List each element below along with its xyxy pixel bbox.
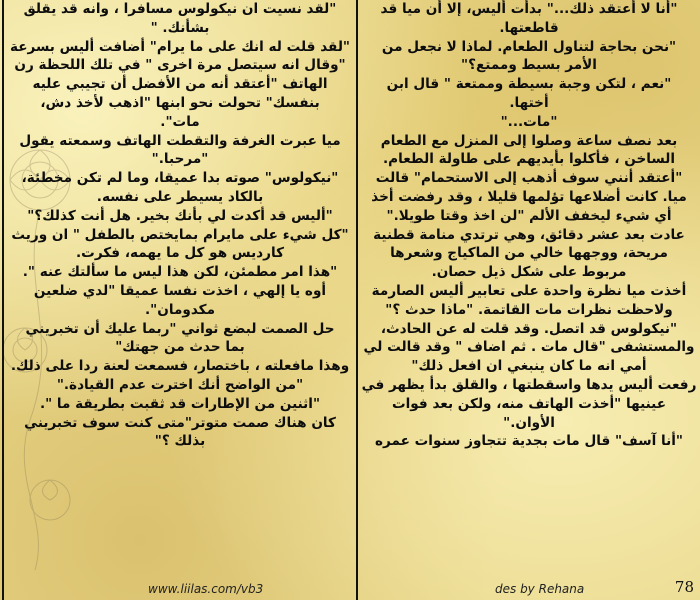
text-line: مكدومان". — [145, 301, 215, 318]
text-line: أوه يا إلهي ، اخذت نفسا عميقا "لدي ضلعين — [33, 282, 327, 299]
text-line: والمستشفى "قال مات . ثم اضاف " وقد قالت لي — [363, 339, 695, 356]
text-line: "نيكولوس" صوته بدا عميقا، وما لم تكن مخطئة، — [21, 170, 339, 187]
text-line: "لقد نسيت ان نيكولوس مسافرا ، وانه قد يقلق — [23, 1, 337, 17]
text-line: "هذا امر مطمئن، لكن هذا ليس ما سألتك عنه ". — [22, 264, 338, 281]
text-line: بما حدث من جهتك" — [115, 339, 245, 356]
text-line: "مات..." — [500, 113, 558, 130]
left-text-column — [4, 0, 356, 451]
text-line: عينيها "أخذت الهاتف منه، ولكن بعد فوات — [391, 395, 667, 412]
text-line: "وقال انه سيتصل مرة اخرى " في تلك اللحظة رن — [14, 57, 346, 74]
column-divider — [356, 0, 358, 600]
text-line: "كل شيء على مايرام بمايختص بالطفل " ان وريث — [11, 226, 349, 243]
text-line: ولاحظت نظرات مات القاتمة. "ماذا حدث ؟" — [385, 301, 673, 318]
text-line: قاطعتها. — [499, 19, 559, 36]
text-line: "نحن بحاجة لتناول الطعام. لماذا لا نجعل من — [381, 38, 677, 55]
text-line: "أنا آسف" قال مات بجدية تتجاوز سنوات عمره — [375, 433, 683, 450]
forum-url: www.liilas.com/vb3 — [148, 582, 264, 596]
text-line: بشأنك. " — [150, 19, 210, 36]
text-line: "اثنين من الإطارات قد ثقبت بطريقة ما ". — [39, 395, 321, 412]
text-line: "من الواضح أنك اخترت عدم القيادة." — [56, 376, 304, 393]
text-line: حل الصمت لبضع ثواني "ربما عليك أن تخبريني — [25, 320, 335, 337]
text-line: بالكاد يسيطر على نفسه. — [96, 188, 264, 205]
text-line: بنفسك" تحولت نحو ابنها "اذهب لأخذ دش، — [40, 94, 320, 111]
designer-credit: des by Rehana — [495, 582, 585, 596]
text-line: أمي انه ما كان ينبغي ان افعل ذلك" — [411, 358, 647, 375]
text-line: وهذا مافعلته ، باختصار، فسمعت لعنة ردا على ذلك. — [10, 358, 350, 375]
text-line: بذلك ؟" — [154, 433, 206, 450]
page-number: 78 — [674, 578, 694, 596]
text-line: مات". — [160, 113, 200, 130]
text-line: الأمر بسيط وممتع؟" — [461, 57, 597, 74]
text-line: "أنا لا أعتقد ذلك..." بدأت أليس، إلا أن ميا قد — [380, 1, 678, 17]
right-text-column — [360, 0, 698, 451]
text-line: الهاتف "أعتقد أنه من الأفضل أن تجيبي عليه — [32, 76, 328, 93]
text-line: كارديس هو كل ما يهمه، فكرت. — [76, 245, 284, 262]
text-line: كان هناك صمت متوتر"متى كنت سوف تخبريني — [24, 414, 336, 431]
text-line: "نيكولوس قد اتصل. وقد قلت له عن الحادث، — [380, 320, 678, 337]
text-line: أختها. — [509, 94, 549, 111]
text-line: ميا. كانت أضلاعها تؤلمها قليلا ، وقد رفضت أخذ — [371, 188, 687, 205]
text-line: ميا عبرت الغرفة والتقطت الهاتف وسمعته يقول — [19, 132, 341, 149]
text-line: أي شيء ليخفف الألم "لن اخذ وقتا طويلا." — [386, 207, 672, 224]
text-line: الساخن ، فأكلوا بأيديهم على طاولة الطعام. — [382, 151, 676, 168]
text-line: رفعت أليس يدها واسقطتها ، والقلق بدأ يظهر في — [361, 376, 697, 393]
text-line: بعد نصف ساعة وصلوا إلى المنزل مع الطعام — [380, 132, 678, 149]
text-line: "أليس قد أكدت لي بأنك بخير. هل أنت كذلك؟" — [27, 207, 333, 224]
text-line: مريحة، ووجهها خالي من الماكياج وشعرها — [390, 245, 668, 262]
text-line: "نعم ، لتكن وجبة بسيطة وممتعة " قال ابن — [386, 76, 672, 93]
text-line: عادت بعد عشر دقائق، وهي ترتدي منامة قطنية — [373, 226, 685, 243]
text-line: "لقد قلت له انك على ما يرام" أضافت أليس بسرعة — [9, 38, 351, 55]
text-line: "مرحبا." — [151, 151, 209, 168]
text-line: أخذت ميا نظرة واحدة على تعابير أليس الصارمة — [371, 282, 687, 299]
text-line: "أعتقد أنني سوف أذهب إلى الاستحمام" قالت — [375, 170, 683, 187]
text-line: مربوط على شكل ذيل حصان. — [431, 264, 627, 281]
text-line: الأوان." — [503, 414, 555, 431]
